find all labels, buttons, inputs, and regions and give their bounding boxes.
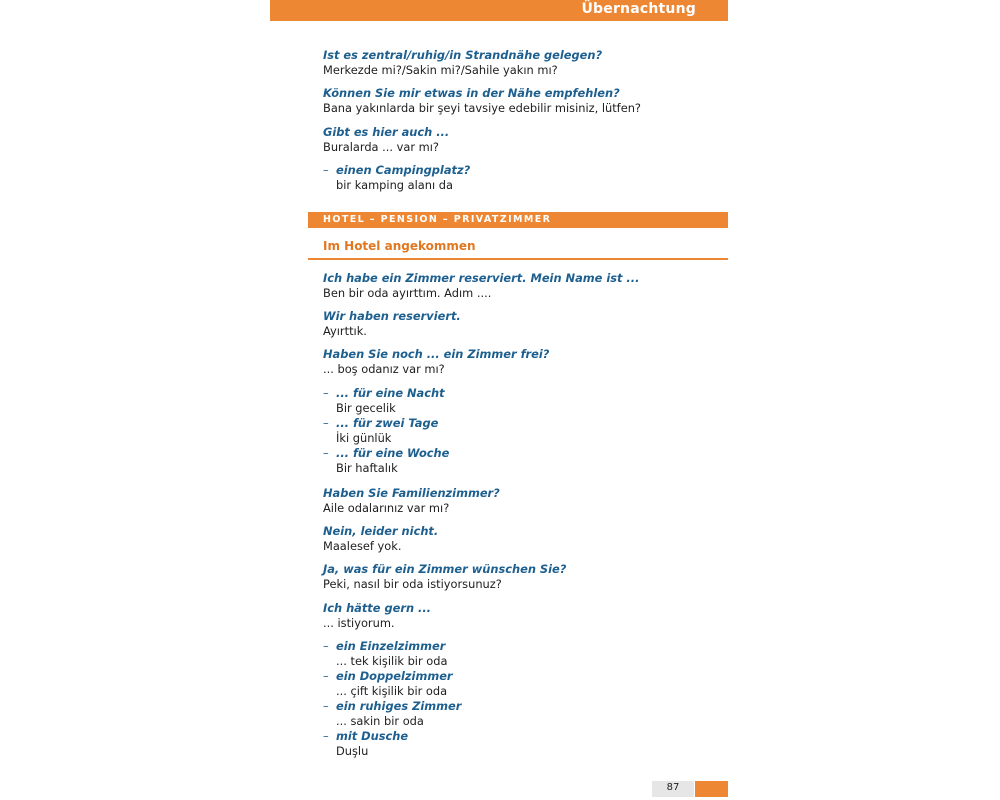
- german-phrase: Wir haben reserviert.: [323, 309, 461, 323]
- turkish-phrase: Maalesef yok.: [323, 539, 402, 553]
- german-bullet: [323, 446, 723, 461]
- section-title: HOTEL – PENSION – PRIVATZIMMER: [323, 214, 552, 225]
- phrase-pair: [323, 347, 723, 377]
- bullet-list: [323, 639, 723, 759]
- phrase-pair: [323, 524, 723, 554]
- turkish-phrase: Peki, nasıl bir oda istiyorsunuz?: [323, 577, 502, 591]
- german-bullet: [323, 729, 723, 744]
- german-phrase: Ist es zentral/ruhig/in Strandnähe gelegen?: [323, 48, 603, 62]
- turkish-phrase: Bana yakınlarda bir şeyi tavsiye edebilir misiniz, lütfen?: [323, 101, 641, 115]
- bullet-list: [323, 386, 723, 476]
- phrase-pair: [323, 48, 723, 78]
- turkish-phrase: Duşlu: [336, 744, 369, 758]
- turkish-phrase: ... tek kişilik bir oda: [336, 654, 448, 668]
- page-number-box: [652, 781, 694, 797]
- turkish-phrase: Ayırttık.: [323, 324, 367, 338]
- german-phrase: einen Campingplatz?: [336, 163, 471, 177]
- book-page: [270, 0, 728, 800]
- bullet-dash: –: [323, 639, 329, 653]
- german-phrase: Gibt es hier auch ...: [323, 125, 450, 139]
- german-phrase: mit Dusche: [336, 729, 409, 743]
- phrase-pair: [323, 125, 723, 155]
- turkish-phrase: Aile odalarınız var mı?: [323, 501, 450, 515]
- phrase-pair: [323, 309, 723, 339]
- german-phrase: ein Einzelzimmer: [336, 639, 446, 653]
- german-phrase: ... für zwei Tage: [336, 416, 439, 430]
- german-bullet: [323, 639, 723, 654]
- german-bullet: [323, 416, 723, 431]
- bullet-dash: –: [323, 386, 329, 400]
- bullet-dash: –: [323, 416, 329, 430]
- phrase-pair: [323, 601, 723, 631]
- turkish-phrase: Buralarda ... var mı?: [323, 140, 439, 154]
- turkish-phrase: ... çift kişilik bir oda: [336, 684, 448, 698]
- phrase-pair: [323, 86, 723, 116]
- section-header-bar: [308, 212, 728, 228]
- phrase-pair: [323, 271, 723, 301]
- bullet-dash: –: [323, 669, 329, 683]
- page-number: 87: [666, 782, 680, 793]
- german-phrase: Ich hätte gern ...: [323, 601, 431, 615]
- german-bullet: [323, 163, 723, 178]
- german-bullet: [323, 669, 723, 684]
- footer-accent-bar: [695, 781, 728, 797]
- chapter-title: Übernachtung: [581, 1, 696, 17]
- turkish-phrase: Ben bir oda ayırttım. Adım ....: [323, 286, 492, 300]
- bullet-dash: –: [323, 163, 329, 177]
- german-phrase: Ja, was für ein Zimmer wünschen Sie?: [323, 562, 567, 576]
- turkish-phrase: ... sakin bir oda: [336, 714, 424, 728]
- phrase-pair: [323, 486, 723, 516]
- bullet-dash: –: [323, 729, 329, 743]
- german-bullet: [323, 386, 723, 401]
- german-phrase: Haben Sie noch ... ein Zimmer frei?: [323, 347, 550, 361]
- turkish-phrase: Merkezde mi?/Sakin mi?/Sahile yakın mı?: [323, 63, 558, 77]
- turkish-phrase: ... boş odanız var mı?: [323, 362, 445, 376]
- bullet-dash: –: [323, 446, 329, 460]
- german-phrase: ... für eine Nacht: [336, 386, 445, 400]
- turkish-phrase: bir kamping alanı da: [336, 178, 453, 192]
- german-phrase: Haben Sie Familienzimmer?: [323, 486, 500, 500]
- turkish-phrase: İki günlük: [336, 431, 392, 445]
- bullet-pair: [323, 163, 723, 193]
- german-phrase: Können Sie mir etwas in der Nähe empfehlen?: [323, 86, 620, 100]
- turkish-phrase: Bir gecelik: [336, 401, 396, 415]
- german-bullet: [323, 699, 723, 714]
- german-phrase: ein Doppelzimmer: [336, 669, 453, 683]
- subsection-divider: [308, 258, 728, 260]
- german-phrase: Nein, leider nicht.: [323, 524, 439, 538]
- chapter-header-bar: [270, 0, 728, 21]
- turkish-phrase: Bir haftalık: [336, 461, 398, 475]
- subsection-title: Im Hotel angekommen: [323, 239, 476, 253]
- turkish-phrase: ... istiyorum.: [323, 616, 395, 630]
- german-phrase: Ich habe ein Zimmer reserviert. Mein Name ist ...: [323, 271, 640, 285]
- bullet-dash: –: [323, 699, 329, 713]
- phrase-pair: [323, 562, 723, 592]
- german-phrase: ... für eine Woche: [336, 446, 450, 460]
- german-phrase: ein ruhiges Zimmer: [336, 699, 462, 713]
